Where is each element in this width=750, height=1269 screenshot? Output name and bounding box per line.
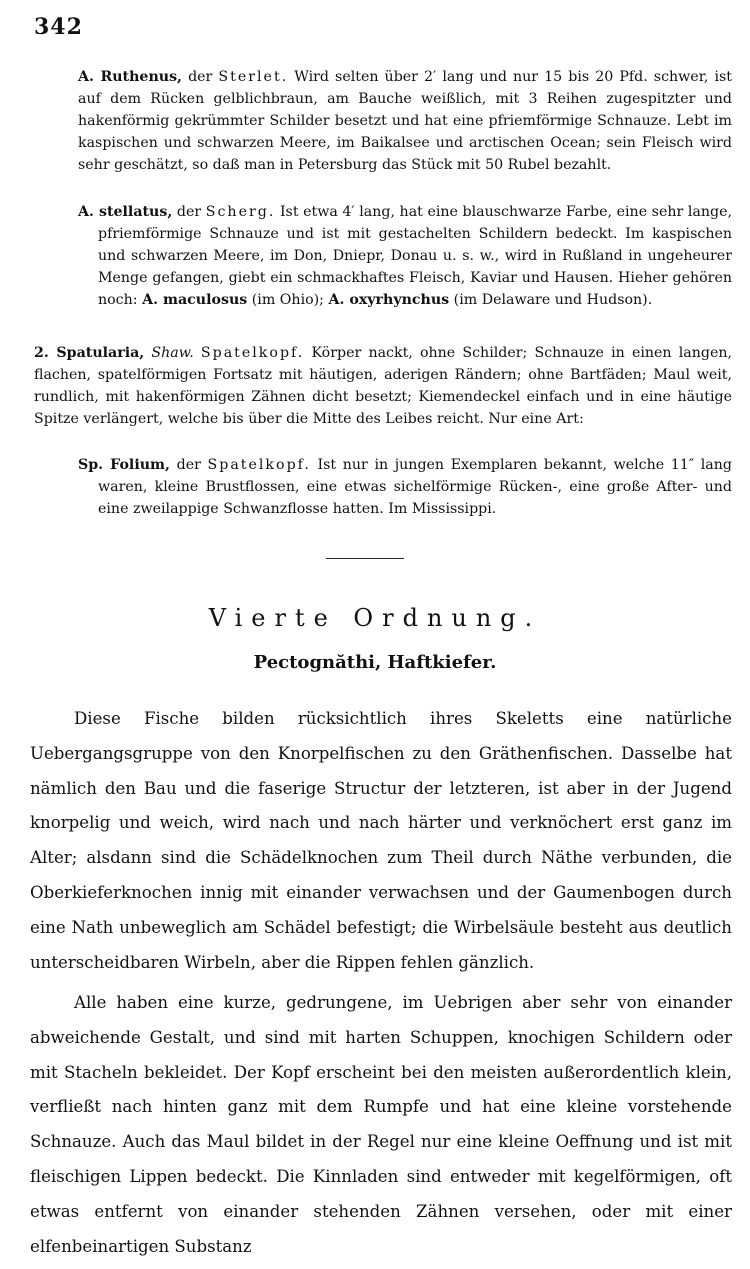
entry-spatularia-folium [78, 454, 732, 520]
body-paragraph: Alle haben eine kurze, gedrungene, im Uebrigen aber sehr von einander abweichende Gestalt, und sind mit harten Schuppen, knochigen Schildern oder mit Stacheln bekleidet. Der Kopf erscheint bei den meisten außerordentlich klein, verfließt nach hinten ganz mit dem Rumpfe und hat eine kleine vorstehende Schnauze. Auch das Maul bildet in der Regel nur eine kleine Oeffnung und ist mit fleischigen Lippen bedeckt. Die Kinnladen sind entweder mit kegelförmigen, oft etwas entfernt von einander stehenden Zähnen versehen, oder mit einer elfenbeinartigen Substanz [30, 993, 732, 1256]
common-name: Spatelkopf. [200, 345, 305, 361]
entry-acipenser-stellatus [78, 201, 732, 311]
entry-acipenser-ruthenus [78, 66, 732, 176]
related-species-2: A. oxyrhynchus [328, 292, 450, 308]
related-species-2-location: (im Delaware und Hudson). [453, 292, 653, 308]
article: der [188, 69, 213, 85]
species-term: A. Ruthenus, [78, 69, 182, 85]
entry-text: Körper nackt, ohne Schilder; Schnauze in einen langen, flachen, spatelförmigen Fortsatz mit häutigen, aderigen Rändern; ohne Bartfäden; Maul weit, rundlich, mit hakenförmigen Zähnen dicht besetzt; Kiemendeckel einfach und in eine häutige Spitze verlängert, welche bis über die Mitte des Leibes reicht. Nur eine Art: [34, 345, 732, 427]
common-name: Scherg. [205, 204, 276, 220]
species-term: Sp. Folium, [78, 457, 170, 473]
related-species-1: A. maculosus [142, 292, 248, 308]
common-name: Sterlet. [218, 69, 289, 85]
article: der [176, 204, 202, 220]
entry-genus-spatularia [34, 342, 732, 430]
related-species-1-location: (im Ohio); [251, 292, 324, 308]
entry-text: Ist nur in jungen Exemplaren bekannt, welche 11″ lang waren, kleine Brustflossen, eine etwas sichelförmige Rücken-, eine große After- und eine zweilappige Schwanzflosse hatten. Im Mississippi. [98, 457, 732, 517]
body-paragraph: Diese Fische bilden rücksichtlich ihres Skeletts eine natürliche Uebergangsgruppe von den Knorpelfischen zu den Gräthenfischen. Dasselbe hat nämlich den Bau und die faserige Structur der letzteren, ist aber in der Jugend knorpelig und weich, wird nach und nach härter und verknöchert erst ganz im Alter; alsdann sind die Schädelknochen zum Theil durch Näthe verbunden, die Oberkieferknochen innig mit einander verwachsen und der Gaumenbogen durch eine Nath unbeweglich am Schädel befestigt; die Wirbelsäule besteht aus deutlich unterscheidbaren Wirbeln, aber die Rippen fehlen gänzlich. [30, 709, 732, 972]
section-subtitle: Pectognăthi, Haftkiefer. [253, 652, 497, 673]
species-term: A. stellatus, [78, 204, 173, 220]
section-title: Vierte Ordnung. [208, 604, 542, 632]
genus-term: 2. Spatularia, [34, 345, 145, 361]
common-name: Spatelkopf. [207, 457, 311, 473]
entry-text: Wird selten über 2′ lang und nur 15 bis 20 Pfd. schwer, ist auf dem Rücken gelblichbraun, am Bauche weißlich, mit 3 Reihen zugespitzter und hakenförmig gekrümmter Schilder besetzt und hat eine pfriemförmige Schnauze. Lebt im kaspischen und schwarzen Meere, im Baikalsee und arctischen Ocean; sein Fleisch wird sehr geschätzt, so daß man in Petersburg das Stück mit 50 Rubel bezahlt. [78, 69, 733, 173]
entry-text: Ist etwa 4′ lang, hat eine blauschwarze Farbe, eine sehr lange, pfriemförmige Schnauze und ist mit gestachelten Schildern bedeckt. Im kaspischen und schwarzen Meere, im Don, Dniepr, Donau u. s. w., wird in Rußland in ungeheurer Menge gefangen, giebt ein schmackhaftes Fleisch, Kaviar und Hausen. Hieher gehören noch: [98, 204, 732, 308]
author-name: Shaw. [151, 345, 194, 361]
article: der [176, 457, 201, 473]
section-divider [326, 558, 404, 559]
page-number: 342 [34, 14, 83, 40]
